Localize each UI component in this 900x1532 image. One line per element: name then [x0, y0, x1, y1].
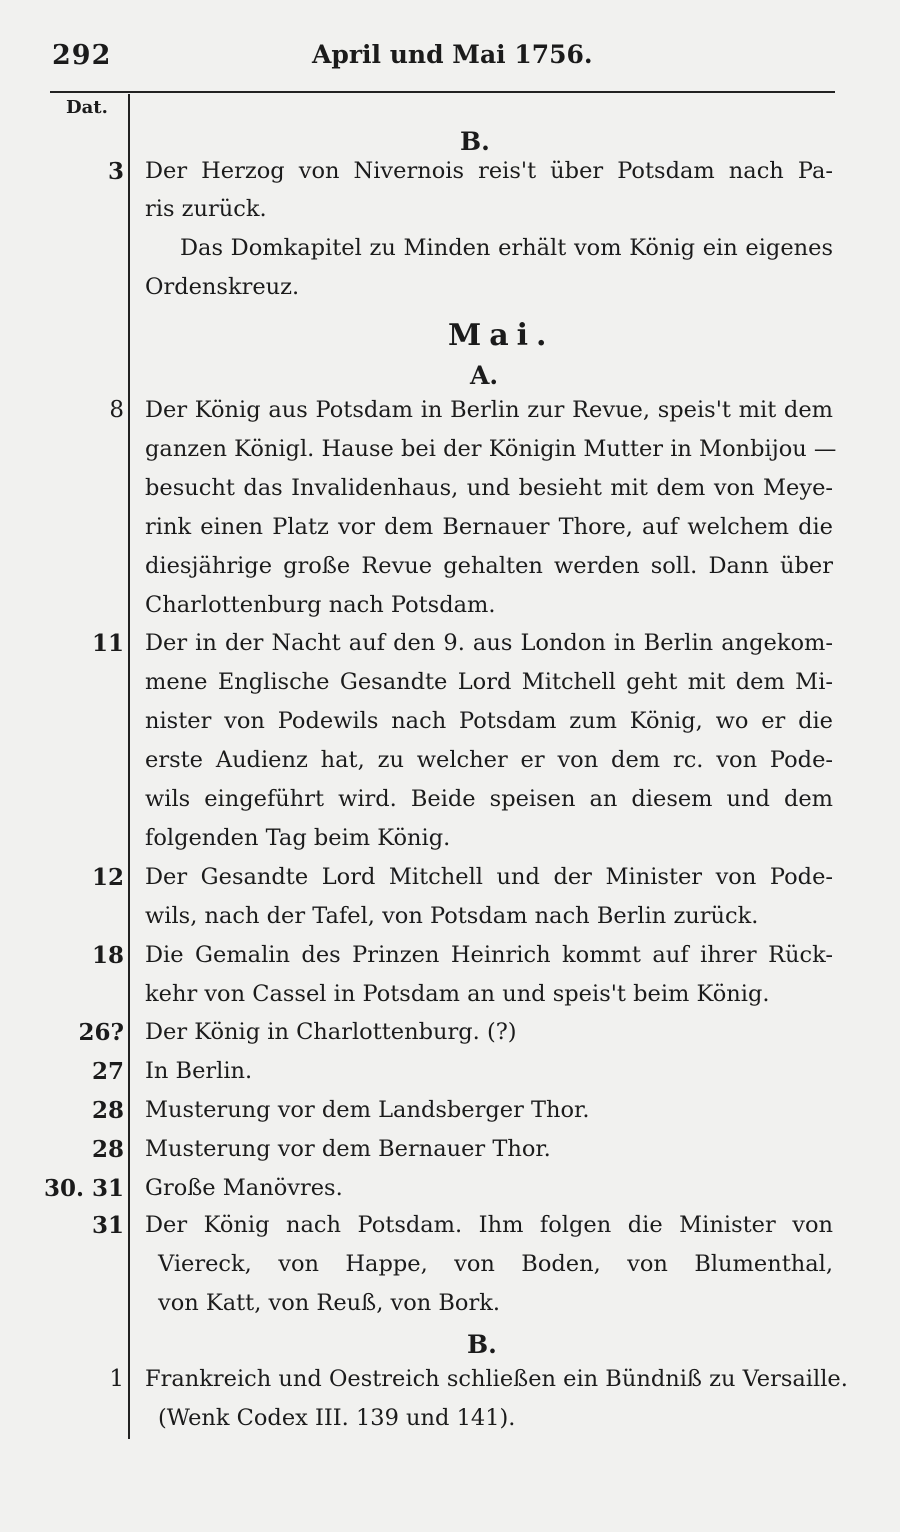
day-number: 12	[91, 864, 124, 891]
entry-line: ganzen Königl. Hause bei der Königin Mutter in Monbijou —	[145, 436, 837, 462]
day-number: 31	[91, 1212, 124, 1239]
entry-line: kehr von Cassel in Potsdam an und speis't beim König.	[145, 981, 770, 1007]
month-heading: Mai.	[448, 318, 555, 353]
entry-line: In Berlin.	[145, 1058, 253, 1084]
day-number: 11	[91, 630, 124, 657]
day-number: 1	[109, 1366, 124, 1392]
running-title: April und Mai 1756.	[312, 40, 593, 69]
entry-line: Das Domkapitel zu Minden erhält vom König ein eigenes	[180, 235, 833, 261]
date-column-header: Dat.	[66, 97, 108, 118]
entry-line: Musterung vor dem Bernauer Thor.	[145, 1136, 551, 1162]
entry-line: ris zurück.	[145, 196, 267, 222]
header-rule	[50, 91, 835, 93]
column-rule	[128, 94, 130, 1439]
section-heading-a: A.	[470, 361, 499, 390]
section-heading-b: B.	[460, 127, 490, 156]
entry-line: Frankreich und Oestreich schließen ein Bündniß zu Versaille.	[145, 1366, 848, 1392]
day-number: 28	[91, 1097, 124, 1124]
day-number: 3	[107, 158, 124, 185]
entry-line: Viereck, von Happe, von Boden, von Blumenthal,	[158, 1251, 833, 1277]
day-number: 8	[109, 397, 124, 423]
entry-line: rink einen Platz vor dem Bernauer Thore, auf welchem die	[145, 514, 833, 540]
day-number: 18	[91, 942, 124, 969]
entry-line: Der König in Charlottenburg. (?)	[145, 1019, 517, 1045]
entry-line: Der König aus Potsdam in Berlin zur Revue, speis't mit dem	[145, 397, 833, 423]
entry-line: von Katt, von Reuß, von Bork.	[158, 1290, 501, 1316]
day-number: 26?	[78, 1019, 124, 1046]
entry-line: besucht das Invalidenhaus, und besieht mit dem von Meye-	[145, 475, 833, 501]
entry-line: Charlottenburg nach Potsdam.	[145, 592, 496, 618]
entry-line: folgenden Tag beim König.	[145, 825, 451, 851]
day-number: 28	[91, 1136, 124, 1163]
entry-line: Der Herzog von Nivernois reis't über Potsdam nach Pa-	[145, 158, 833, 184]
entry-line: Der in der Nacht auf den 9. aus London in Berlin angekom-	[145, 630, 833, 656]
section-heading-b: B.	[467, 1330, 497, 1359]
entry-line: (Wenk Codex III. 139 und 141).	[158, 1405, 516, 1431]
entry-line: erste Audienz hat, zu welcher er von dem rc. von Pode-	[145, 747, 833, 773]
entry-line: Ordenskreuz.	[145, 274, 300, 300]
entry-line: Große Manövres.	[145, 1175, 343, 1201]
entry-line: wils eingeführt wird. Beide speisen an diesem und dem	[145, 786, 833, 812]
entry-line: Der Gesandte Lord Mitchell und der Minister von Pode-	[145, 864, 833, 890]
entry-line: diesjährige große Revue gehalten werden soll. Dann über	[145, 553, 833, 579]
day-number: 27	[91, 1058, 124, 1085]
page-number: 292	[52, 40, 112, 71]
entry-line: wils, nach der Tafel, von Potsdam nach Berlin zurück.	[145, 903, 759, 929]
entry-line: mene Englische Gesandte Lord Mitchell geht mit dem Mi-	[145, 669, 833, 695]
entry-line: Die Gemalin des Prinzen Heinrich kommt auf ihrer Rück-	[145, 942, 833, 968]
entry-line: Musterung vor dem Landsberger Thor.	[145, 1097, 590, 1123]
entry-line: Der König nach Potsdam. Ihm folgen die Minister von	[145, 1212, 833, 1238]
day-number: 30. 31	[43, 1175, 124, 1202]
entry-line: nister von Podewils nach Potsdam zum König, wo er die	[145, 708, 833, 734]
